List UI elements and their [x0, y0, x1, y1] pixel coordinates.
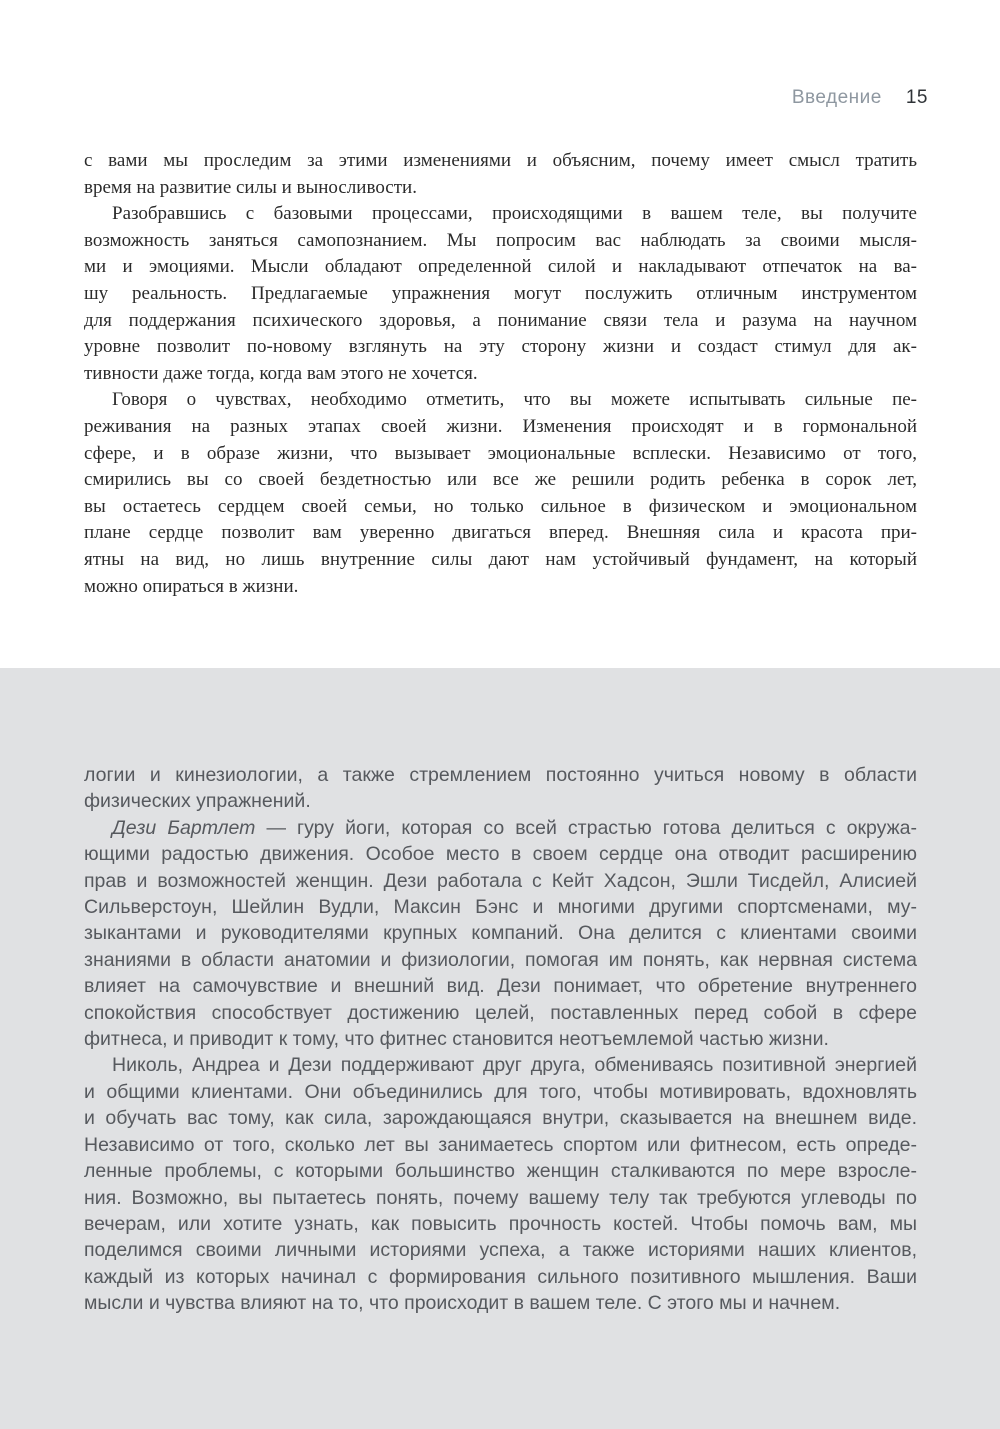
text-line: тивности даже тогда, когда вам этого не хочется. [84, 362, 478, 384]
text-line: возможность заняться самопознанием. Мы попросим вас наблюдать за своими мысля- [84, 229, 917, 251]
text-line: и обучать вас тому, как сила, зарождающаяся внутри, сказывается на внешнем виде. [84, 1107, 917, 1130]
text-line: фитнеса, и приводит к тому, что фитнес становится неотъемлемой частью жизни. [84, 1028, 829, 1051]
text-line: спокойствия способствует достижению целей, поставленных перед собой в сфере [84, 1001, 917, 1024]
text-line: вечерам, или хотите узнать, как повысить прочность костей. Чтобы помочь вам, мы [84, 1212, 917, 1235]
text-line [84, 815, 917, 841]
paragraph [84, 387, 917, 600]
text-line: ния. Возможно, вы пытаетесь понять, почему вашему телу так требуются углеводы по [84, 1186, 917, 1209]
paragraph-lines [84, 762, 917, 815]
text-line: влияет на самочувствие и внешний вид. Дези понимает, что обретение внутреннего [84, 975, 917, 998]
text-line: прав и возможностей женщин. Дези работала с Кейт Хадсон, Эшли Тисдейл, Алисией [84, 869, 917, 892]
gray-text-section [84, 762, 917, 1317]
text-line: ленные проблемы, с которыми большинство женщин сталкиваются по мере взросле- [84, 1160, 917, 1183]
text-line: реживания на разных этапах своей жизни. Изменения происходят и в гормональной [84, 415, 917, 437]
text-line: уровне позволит по-новому взглянуть на эту сторону жизни и создаст стимул для ак- [84, 336, 917, 358]
text-line: Сильверстоун, Шейлин Вудли, Максин Бэнс и многими другими спортсменами, му- [84, 896, 917, 919]
paragraph-lines [84, 148, 917, 201]
paragraph-lines [84, 387, 917, 600]
text-line: смирились вы со своей бездетностью или все же решили родить ребенка в сорок лет, [84, 469, 917, 491]
text-line: Говоря о чувствах, необходимо отметить, что вы можете испытывать сильные пе- [112, 389, 917, 411]
text-line-rest: — гуру йоги, которая со всей страстью готова делиться с окружа- [255, 816, 917, 839]
text-line: с вами мы проследим за этими изменениями и объясним, почему имеет смысл тратить [84, 150, 917, 171]
text-line: Разобравшись с базовыми процессами, происходящими в вашем теле, вы получите [112, 203, 917, 225]
text-line: ющими радостью движения. Особое место в своем сердце она отводит расширению [84, 843, 917, 866]
text-line: можно опираться в жизни. [84, 575, 299, 597]
text-line: зыкантами и руководителями крупных компаний. Она делится с клиентами своими [84, 922, 917, 945]
text-line: Независимо от того, сколько лет вы занимаетесь спортом или фитнесом, есть опреде- [84, 1133, 917, 1156]
gray-panel [0, 668, 1000, 1429]
author-name-italic: Дези Бартлет [112, 816, 256, 839]
text-line: сфере, и в образе жизни, что вызывает эмоциональные всплески. Независимо от того, [84, 442, 917, 464]
text-line: Николь, Андреа и Дези поддерживают друг друга, обмениваясь позитивной энергией [112, 1054, 917, 1077]
text-line: ятны на вид, но лишь внутренние силы дают нам устойчивый фундамент, на который [84, 548, 917, 570]
text-line: логии и кинезиологии, а также стремлением постоянно учиться новому в области [84, 764, 917, 786]
paragraph [84, 762, 917, 815]
running-header [792, 87, 928, 109]
text-line: вы остаетесь сердцем своей семьи, но только сильное в физическом и эмоциональном [84, 495, 917, 517]
text-line: мысли и чувства влияют на то, что происходит в вашем теле. С этого мы и начнем. [84, 1292, 841, 1315]
paragraph [84, 201, 917, 387]
text-line: физических упражнений. [84, 790, 311, 813]
paragraph-lines [84, 1052, 917, 1316]
main-text-section [84, 148, 917, 600]
paragraph [84, 1052, 917, 1316]
text-line: время на развитие силы и выносливости. [84, 176, 417, 198]
text-line: каждый из которых начинал с формирования сильного позитивного мышления. Ваши [84, 1265, 917, 1288]
text-line: для поддержания психического здоровья, а понимание связи тела и разума на научном [84, 309, 917, 331]
paragraph [84, 815, 917, 1053]
paragraph-lines [84, 201, 917, 387]
chapter-title: Введение [791, 87, 882, 108]
text-line: ми и эмоциями. Мысли обладают определенной силой и накладывают отпечаток на ва- [84, 256, 917, 278]
text-line: плане сердце позволит вам уверенно двигаться вперед. Внешняя сила и красота при- [84, 522, 917, 544]
text-line: и общими клиентами. Они объединились для того, чтобы мотивировать, вдохновлять [84, 1080, 917, 1103]
text-line: знаниями в области анатомии и физиологии, помогая им понять, как нервная система [84, 948, 917, 971]
paragraph-lines [84, 841, 917, 1052]
text-line: шу реальность. Предлагаемые упражнения могут послужить отличным инструментом [84, 282, 917, 304]
text-line: поделимся своими личными историями успеха, а также историями наших клиентов, [84, 1239, 917, 1262]
paragraph [84, 148, 917, 201]
page-number: 15 [905, 87, 928, 108]
